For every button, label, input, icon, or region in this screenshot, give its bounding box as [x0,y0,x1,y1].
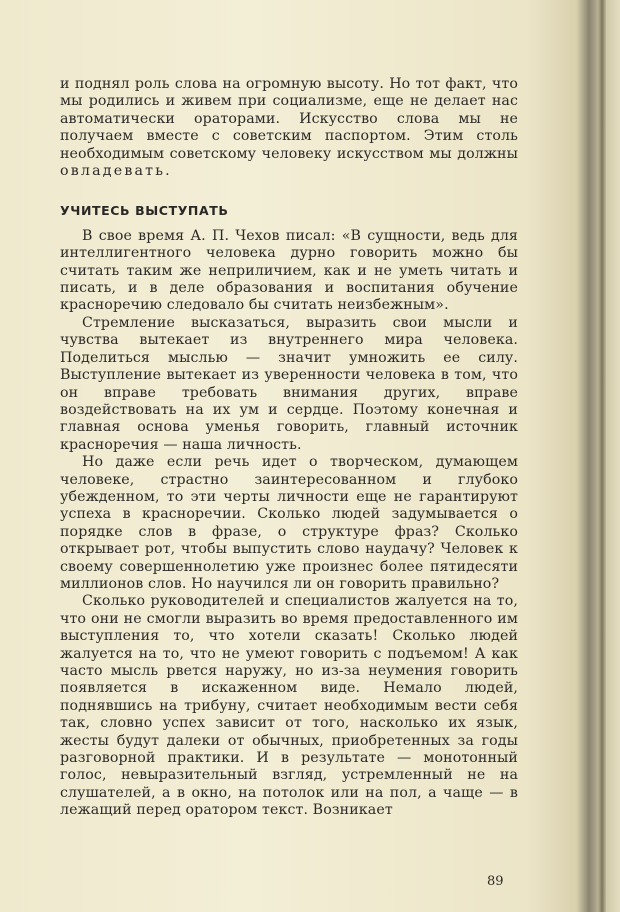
paragraph-5: Сколько руководителей и специалистов жалуется на то, что они не смогли выразить во время предоставленного им выступления то, что хотели сказать! Сколько людей жалуется на то, что не умеют говорить с подъемом! А как часто мысль рвется наружу, но из-за неумения говорить появляется в искаженном виде. Немало людей, поднявшись на трибуну, считает необходимым вести себя так, словно успех зависит от того, насколько их язык, жесты будут далеки от обычных, приобретенных за годы разговорной практики. И в результате — монотонный голос, невыразительный взгляд, устремленный не на слушателей, а в окно, на потолок или на пол, а чаще — в лежащий перед оратором текст. Возникает [60,593,518,819]
page-text [60,76,518,820]
paragraph-1 [60,76,518,180]
paragraph-3: Стремление высказаться, выразить свои мысли и чувства вытекает из внутреннего мира человека. Поделиться мыслью — значит умножить ее силу. Выступление вытекает из уверенности человека в том, что он вправе требовать внимания других, вправе воздействовать на их ум и сердце. Поэтому конечная и главная основа уменья говорить, главный источник красноречия — наша личность. [60,314,518,453]
paragraph-1-text: и поднял роль слова на огромную высоту. Но тот факт, что мы родились и живем при социализме, еще не делает нас автоматически ораторами. Искусство слова мы не получаем вместе с советским паспортом. Этим столь необходимым советскому человеку искусством мы должны [60,76,518,162]
paragraph-2: В свое время А. П. Чехов писал: «В сущности, ведь для интеллигентного человека дурно говорить можно бы считать таким же неприличием, как и не уметь читать и писать, и в деле образования и воспитания обучение красноречию следовало бы считать неизбежным». [60,227,518,314]
section-heading: УЧИТЕСЬ ВЫСТУПАТЬ [60,203,229,219]
paragraph-1-end: . [165,163,170,180]
page-edge-shadow [598,0,606,912]
page-number: 89 [487,874,504,889]
paragraph-4: Но даже если речь идет о творческом, думающем человеке, страстно заинтересованном и глубоко убежденном, то эти черты личности еще не гарантируют успеха в красноречии. Сколько людей задумывается о порядке слов в фразе, о структуре фраз? Сколько открывает рот, чтобы выпустить слово наудачу? Человек к своему совершеннолетию уже произнес более пятидесяти миллионов слов. Но научился ли он говорить правильно? [60,454,518,592]
paragraph-1-spaced-word: овладевать [60,163,166,180]
